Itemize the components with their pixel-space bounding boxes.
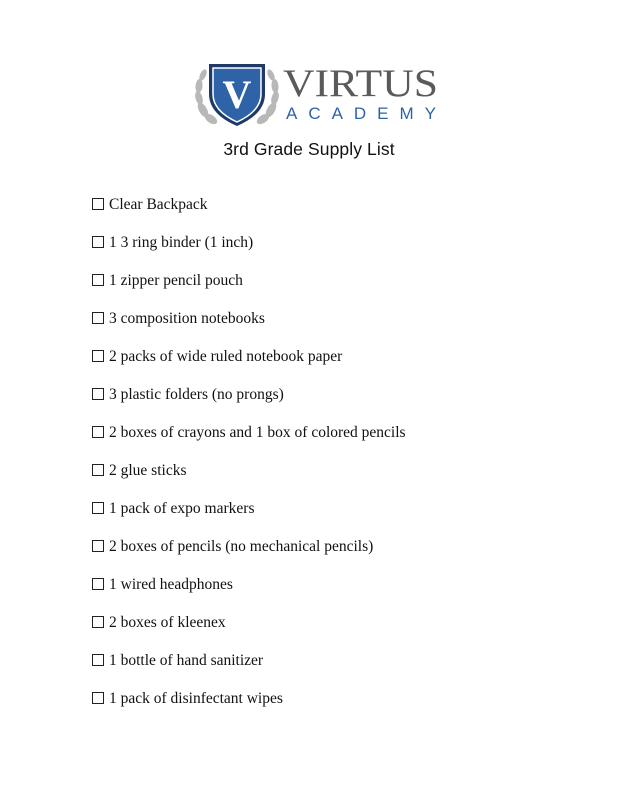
item-label: 2 boxes of pencils (no mechanical pencils) (109, 538, 374, 555)
list-item (92, 376, 406, 414)
list-item (92, 452, 406, 490)
list-item (92, 300, 406, 338)
list-item (92, 338, 406, 376)
item-label: 2 boxes of kleenex (109, 614, 226, 631)
item-label: 3 plastic folders (no prongs) (109, 386, 284, 403)
item-label: 1 zipper pencil pouch (109, 272, 243, 289)
list-item (92, 224, 406, 262)
checkbox[interactable] (92, 502, 104, 514)
checkbox[interactable] (92, 578, 104, 590)
list-item (92, 528, 406, 566)
item-label: Clear Backpack (109, 196, 208, 213)
checkbox[interactable] (92, 616, 104, 628)
item-label: 2 boxes of crayons and 1 box of colored pencils (109, 424, 406, 441)
page-title: 3rd Grade Supply List (223, 139, 395, 159)
item-label: 3 composition notebooks (109, 310, 265, 327)
item-label: 1 bottle of hand sanitizer (109, 652, 264, 669)
checkbox[interactable] (92, 692, 104, 704)
checkbox[interactable] (92, 654, 104, 666)
virtus-academy-logo (193, 58, 443, 130)
item-label: 1 pack of disinfectant wipes (109, 690, 283, 707)
checkbox[interactable] (92, 426, 104, 438)
checkbox[interactable] (92, 274, 104, 286)
logo-letter: V (222, 72, 252, 117)
item-label: 1 3 ring binder (1 inch) (109, 234, 254, 251)
checkbox[interactable] (92, 350, 104, 362)
item-label: 2 glue sticks (109, 462, 187, 479)
checkbox[interactable] (92, 198, 104, 210)
list-item (92, 186, 406, 224)
item-label: 1 wired headphones (109, 576, 233, 593)
checkbox[interactable] (92, 236, 104, 248)
list-item (92, 642, 406, 680)
logo-word-top: VIRTUS (283, 62, 438, 105)
supply-list (92, 186, 406, 718)
logo-word-bottom: ACADEMY (286, 104, 436, 123)
checkbox[interactable] (92, 312, 104, 324)
list-item (92, 680, 406, 718)
checkbox[interactable] (92, 464, 104, 476)
shield-icon (209, 64, 265, 126)
checkbox[interactable] (92, 388, 104, 400)
item-label: 2 packs of wide ruled notebook paper (109, 348, 343, 365)
list-item (92, 490, 406, 528)
list-item (92, 414, 406, 452)
list-item (92, 566, 406, 604)
item-label: 1 pack of expo markers (109, 500, 255, 517)
list-item (92, 604, 406, 642)
checkbox[interactable] (92, 540, 104, 552)
list-item (92, 262, 406, 300)
